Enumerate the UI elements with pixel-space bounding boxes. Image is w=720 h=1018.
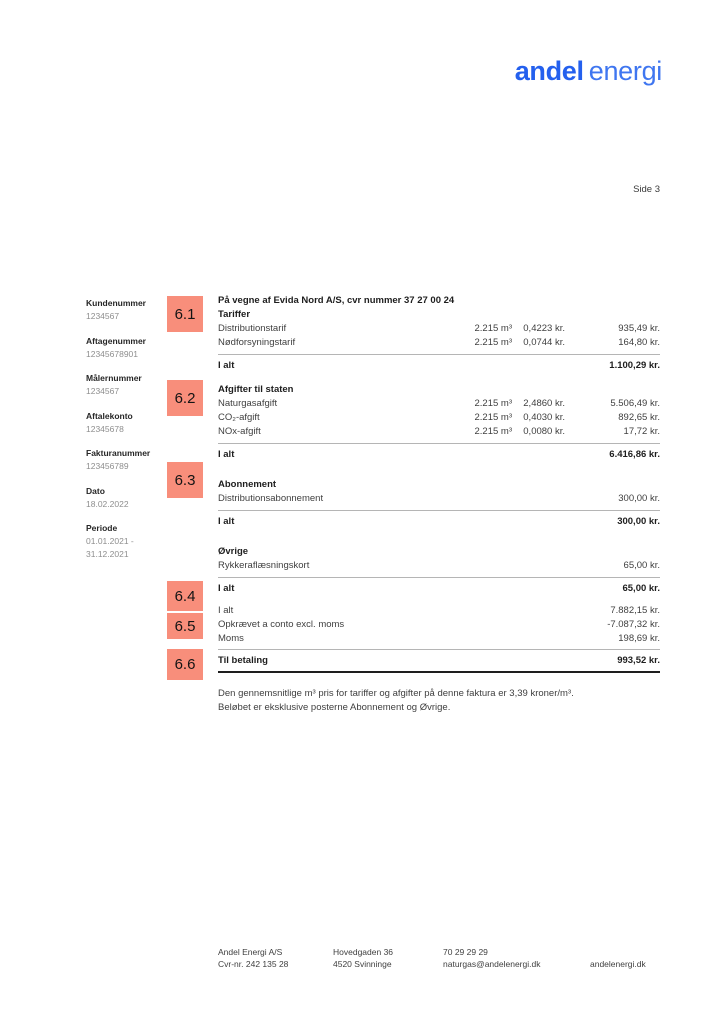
meta-value: 1234567 (86, 386, 120, 396)
meta-value: 18.02.2022 (86, 498, 129, 509)
footer-website (590, 946, 660, 970)
row-unit-price: 0,4030 kr. (523, 412, 565, 423)
amount-due-row (218, 649, 660, 673)
table-row (218, 559, 660, 573)
meta-maalernummer (86, 372, 166, 398)
row-amount: 164,80 kr. (618, 337, 660, 348)
row-amount: -7.087,32 kr. (607, 619, 660, 630)
section-tariffer (218, 308, 660, 373)
row-unit-price: 0,0080 kr. (523, 426, 565, 437)
row-quantity: 2.215 m³ (474, 412, 512, 423)
meta-label: Periode (86, 523, 118, 533)
meta-value: 123456789 (86, 461, 129, 471)
section-title: Øvrige (218, 546, 249, 557)
note-line-2: Beløbet er eksklusive posterne Abonnement og Øvrige. (218, 702, 451, 713)
row-label: Distributionstarif (218, 323, 287, 334)
table-row (218, 411, 660, 425)
row-unit-price: 0,0744 kr. (523, 337, 565, 348)
total-row (218, 577, 660, 596)
meta-fakturanummer (86, 447, 166, 473)
row-label: Moms (218, 633, 244, 644)
total-label: I alt (218, 516, 235, 527)
meta-value-line2: 31.12.2021 (86, 549, 129, 559)
total-amount: 1.100,29 kr. (609, 360, 660, 371)
footer-company-name: Andel Energi A/S (218, 947, 283, 957)
footer-street: Hovedgaden 36 (333, 947, 394, 957)
meta-periode (86, 522, 166, 561)
on-behalf-heading: På vegne af Evida Nord A/S, cvr nummer 37 27 00 24 (218, 295, 455, 306)
footer-address (333, 946, 443, 970)
row-unit-price: 2,4860 kr. (523, 398, 565, 409)
row-quantity: 2.215 m³ (474, 323, 512, 334)
meta-label: Dato (86, 485, 105, 496)
row-label: Naturgasafgift (218, 398, 278, 409)
footer-website-link[interactable]: andelenergi.dk (590, 959, 646, 969)
logo-word-andel: andel (514, 56, 584, 86)
row-amount: 7.882,15 kr. (610, 605, 660, 616)
row-amount: 935,49 kr. (618, 323, 660, 334)
section-title: Tariffer (218, 309, 251, 320)
footer-city: 4520 Svinninge (333, 959, 392, 969)
row-label: I alt (218, 605, 234, 616)
summary-row (218, 618, 660, 632)
row-amount: 300,00 kr. (618, 493, 660, 504)
total-row (218, 354, 660, 373)
meta-kundenummer (86, 297, 166, 323)
meta-label: Målernummer (86, 373, 142, 383)
row-label: Opkrævet a conto excl. moms (218, 619, 345, 630)
row-amount: 5.506,49 kr. (610, 398, 660, 409)
row-quantity: 2.215 m³ (474, 426, 512, 437)
row-label: NOx-afgift (218, 426, 261, 437)
section-oevrige (218, 545, 660, 596)
logo-word-energi: energi (588, 56, 662, 86)
row-amount: 198,69 kr. (618, 633, 660, 644)
footer-contact (443, 946, 590, 970)
meta-label: Aftalekonto (86, 410, 133, 421)
section-marker-6-2: 6.2 (167, 380, 203, 416)
meta-value: 01.01.2021 - (86, 536, 134, 546)
summary-row (218, 604, 660, 618)
andel-energi-logo (515, 56, 662, 87)
row-label: Rykkeraflæsningskort (218, 560, 310, 571)
total-label: I alt (218, 360, 235, 371)
section-afgifter (218, 383, 660, 462)
footer-email-link[interactable]: naturgas@andelenergi.dk (443, 959, 541, 969)
footer-cvr: Cvr-nr. 242 135 28 (218, 959, 289, 969)
meta-aftalekonto (86, 410, 166, 436)
total-label: I alt (218, 449, 235, 460)
section-marker-6-4: 6.4 (167, 581, 203, 611)
section-marker-6-3: 6.3 (167, 462, 203, 498)
section-marker-6-1: 6.1 (167, 296, 203, 332)
row-unit-price: 0,4223 kr. (523, 323, 565, 334)
total-amount: 6.416,86 kr. (609, 449, 660, 460)
summary-row (218, 632, 660, 646)
average-price-note (218, 687, 660, 715)
section-title: Abonnement (218, 479, 277, 490)
meta-aftagenummer (86, 335, 166, 361)
footer-company (218, 946, 333, 970)
section-abonnement (218, 478, 660, 529)
table-row (218, 322, 660, 336)
invoice-body (218, 294, 660, 715)
row-amount: 892,65 kr. (618, 412, 660, 423)
amount-due-value: 993,52 kr. (617, 655, 660, 666)
row-amount: 65,00 kr. (623, 560, 660, 571)
footer-phone: 70 29 29 29 (443, 947, 488, 957)
meta-label: Aftagenummer (86, 335, 146, 346)
section-marker-6-6: 6.6 (167, 649, 203, 680)
note-line-1: Den gennemsnitlige m³ pris for tariffer og afgifter på denne faktura er 3,39 kroner/m³. (218, 688, 574, 699)
section-title: Afgifter til staten (218, 384, 294, 395)
row-amount: 17,72 kr. (623, 426, 660, 437)
section-summary (218, 604, 660, 673)
row-quantity: 2.215 m³ (474, 398, 512, 409)
meta-value: 12345678901 (86, 348, 139, 359)
invoice-meta-sidebar (86, 297, 166, 573)
amount-due-label: Til betaling (218, 655, 268, 666)
page-footer (218, 946, 660, 970)
total-label: I alt (218, 583, 235, 594)
total-row (218, 443, 660, 462)
row-label: Nødforsyningstarif (218, 337, 296, 348)
meta-label: Kundenummer (86, 298, 146, 308)
meta-value: 1234567 (86, 311, 120, 321)
meta-label: Fakturanummer (86, 448, 151, 458)
row-label: Distributionsabonnement (218, 493, 324, 504)
page-number: Side 3 (633, 184, 660, 195)
row-label: CO₂-afgift (218, 412, 260, 423)
meta-dato (86, 485, 166, 511)
table-row (218, 425, 660, 439)
total-amount: 300,00 kr. (617, 516, 660, 527)
table-row (218, 492, 660, 506)
section-marker-6-5: 6.5 (167, 613, 203, 639)
meta-value: 12345678 (86, 423, 124, 434)
total-amount: 65,00 kr. (622, 583, 660, 594)
total-row (218, 510, 660, 529)
table-row (218, 336, 660, 350)
row-quantity: 2.215 m³ (474, 337, 512, 348)
table-row (218, 397, 660, 411)
